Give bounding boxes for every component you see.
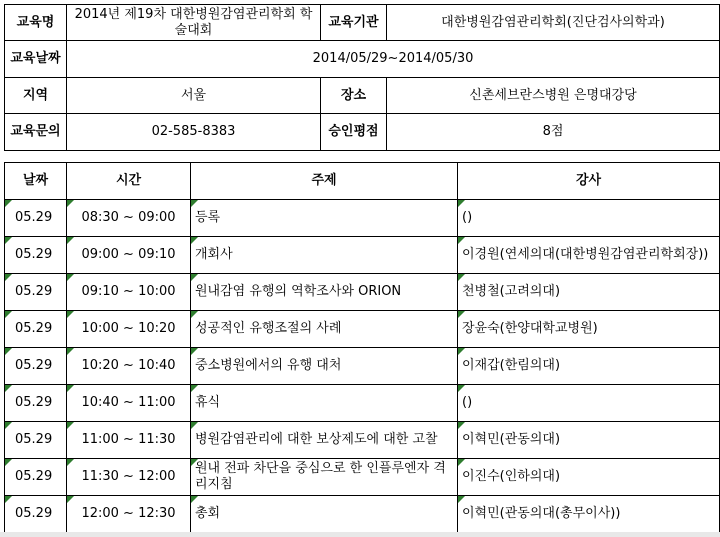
cell-comment-marker bbox=[458, 348, 465, 355]
row-speaker-text: 이혁민(관동의대) bbox=[462, 432, 561, 447]
cell-comment-marker bbox=[5, 274, 12, 281]
row-time bbox=[67, 274, 191, 311]
row-time bbox=[67, 496, 191, 533]
row-time bbox=[67, 200, 191, 237]
cell-comment-marker bbox=[458, 422, 465, 429]
row-speaker bbox=[458, 459, 720, 496]
cell-comment-marker bbox=[191, 348, 198, 355]
venue-label: 장소 bbox=[321, 78, 387, 114]
course-date-label: 교육날짜 bbox=[5, 41, 67, 78]
row-topic-text: 휴식 bbox=[195, 395, 221, 410]
row-time bbox=[67, 311, 191, 348]
cell-comment-marker bbox=[191, 237, 198, 244]
row-time-text: 08:30 ~ 09:00 bbox=[81, 210, 176, 225]
cell-comment-marker bbox=[458, 385, 465, 392]
row-date-text: 05.29 bbox=[15, 247, 53, 262]
cell-comment-marker bbox=[67, 348, 74, 355]
row-speaker bbox=[458, 237, 720, 274]
row-date bbox=[5, 459, 67, 496]
row-time-text: 11:00 ~ 11:30 bbox=[81, 432, 176, 447]
row-time-text: 09:00 ~ 09:10 bbox=[81, 247, 176, 262]
table-row bbox=[5, 311, 720, 348]
row-date bbox=[5, 274, 67, 311]
row-topic-text: 원내 전파 차단을 중심으로 한 인플루엔자 격리지침 bbox=[195, 461, 446, 492]
row-time-text: 10:40 ~ 11:00 bbox=[81, 395, 176, 410]
row-speaker bbox=[458, 385, 720, 422]
row-date-text: 05.29 bbox=[15, 321, 53, 336]
row-topic bbox=[191, 422, 458, 459]
row-topic-text: 총회 bbox=[195, 506, 221, 521]
row-date-text: 05.29 bbox=[15, 432, 53, 447]
header-date: 날짜 bbox=[5, 163, 67, 200]
bottom-scroll-strip bbox=[0, 532, 720, 537]
row-speaker-text: () bbox=[462, 210, 473, 225]
row-date bbox=[5, 348, 67, 385]
cell-comment-marker bbox=[5, 496, 12, 503]
header-topic: 주제 bbox=[191, 163, 458, 200]
cell-comment-marker bbox=[67, 422, 74, 429]
row-speaker bbox=[458, 311, 720, 348]
cell-comment-marker bbox=[191, 422, 198, 429]
row-time bbox=[67, 422, 191, 459]
row-date bbox=[5, 311, 67, 348]
row-date-text: 05.29 bbox=[15, 210, 53, 225]
row-time bbox=[67, 348, 191, 385]
cell-comment-marker bbox=[458, 459, 465, 466]
row-speaker bbox=[458, 274, 720, 311]
table-row bbox=[5, 237, 720, 274]
cell-comment-marker bbox=[67, 237, 74, 244]
row-topic bbox=[191, 385, 458, 422]
cell-comment-marker bbox=[458, 237, 465, 244]
cell-comment-marker bbox=[191, 385, 198, 392]
row-topic bbox=[191, 311, 458, 348]
row-topic-text: 원내감염 유행의 역학조사와 ORION bbox=[195, 284, 402, 299]
table-row bbox=[5, 496, 720, 533]
table-row bbox=[5, 200, 720, 237]
row-date bbox=[5, 422, 67, 459]
row-time bbox=[67, 459, 191, 496]
row-date-text: 05.29 bbox=[15, 395, 53, 410]
contact-label: 교육문의 bbox=[5, 114, 67, 151]
row-time-text: 11:30 ~ 12:00 bbox=[81, 469, 176, 484]
course-date-value: 2014/05/29~2014/05/30 bbox=[67, 41, 720, 78]
cell-comment-marker bbox=[191, 496, 198, 503]
row-date-text: 05.29 bbox=[15, 358, 53, 373]
row-speaker-text: 장윤숙(한양대학교병원) bbox=[462, 321, 598, 336]
row-speaker bbox=[458, 200, 720, 237]
row-topic bbox=[191, 496, 458, 533]
row-topic bbox=[191, 237, 458, 274]
row-topic-text: 중소병원에서의 유행 대처 bbox=[195, 358, 342, 373]
course-name-value: 2014년 제19차 대한병원감염관리학회 학술대회 bbox=[67, 5, 321, 41]
row-date-text: 05.29 bbox=[15, 469, 53, 484]
institution-value: 대한병원감염관리학회(진단검사의학과) bbox=[387, 5, 720, 41]
row-topic bbox=[191, 274, 458, 311]
row-speaker bbox=[458, 348, 720, 385]
cell-comment-marker bbox=[458, 311, 465, 318]
cell-comment-marker bbox=[191, 459, 198, 466]
schedule-table bbox=[4, 162, 720, 533]
table-row bbox=[5, 385, 720, 422]
cell-comment-marker bbox=[67, 311, 74, 318]
cell-comment-marker bbox=[67, 459, 74, 466]
row-date bbox=[5, 385, 67, 422]
table-row bbox=[5, 274, 720, 311]
contact-value: 02-585-8383 bbox=[67, 114, 321, 151]
row-time-text: 10:00 ~ 10:20 bbox=[81, 321, 176, 336]
row-speaker bbox=[458, 496, 720, 533]
cell-comment-marker bbox=[67, 496, 74, 503]
credit-value: 8점 bbox=[387, 114, 720, 151]
cell-comment-marker bbox=[458, 496, 465, 503]
cell-comment-marker bbox=[67, 385, 74, 392]
row-date bbox=[5, 200, 67, 237]
row-speaker-text: 이재갑(한림의대) bbox=[462, 358, 561, 373]
row-speaker-text: 이혁민(관동의대(총무이사)) bbox=[462, 506, 621, 521]
row-speaker-text: 천병철(고려의대) bbox=[462, 284, 561, 299]
cell-comment-marker bbox=[458, 274, 465, 281]
row-date-text: 05.29 bbox=[15, 506, 53, 521]
cell-comment-marker bbox=[191, 200, 198, 207]
table-row bbox=[5, 348, 720, 385]
cell-comment-marker bbox=[5, 422, 12, 429]
cell-comment-marker bbox=[5, 348, 12, 355]
row-date-text: 05.29 bbox=[15, 284, 53, 299]
row-time-text: 09:10 ~ 10:00 bbox=[81, 284, 176, 299]
cell-comment-marker bbox=[5, 459, 12, 466]
cell-comment-marker bbox=[191, 311, 198, 318]
header-time: 시간 bbox=[67, 163, 191, 200]
row-time-text: 12:00 ~ 12:30 bbox=[81, 506, 176, 521]
course-name-label: 교육명 bbox=[5, 5, 67, 41]
row-date bbox=[5, 496, 67, 533]
table-row bbox=[5, 459, 720, 496]
venue-value: 신촌세브란스병원 은명대강당 bbox=[387, 78, 720, 114]
row-time bbox=[67, 237, 191, 274]
row-topic bbox=[191, 459, 458, 496]
cell-comment-marker bbox=[67, 200, 74, 207]
cell-comment-marker bbox=[5, 237, 12, 244]
table-row bbox=[5, 422, 720, 459]
row-time-text: 10:20 ~ 10:40 bbox=[81, 358, 176, 373]
cell-comment-marker bbox=[5, 385, 12, 392]
cell-comment-marker bbox=[5, 311, 12, 318]
region-value: 서울 bbox=[67, 78, 321, 114]
row-topic-text: 성공적인 유행조절의 사례 bbox=[195, 321, 342, 336]
row-speaker bbox=[458, 422, 720, 459]
row-date bbox=[5, 237, 67, 274]
row-topic-text: 병원감염관리에 대한 보상제도에 대한 고찰 bbox=[195, 432, 438, 447]
cell-comment-marker bbox=[458, 200, 465, 207]
course-info-table bbox=[4, 4, 720, 151]
cell-comment-marker bbox=[5, 200, 12, 207]
row-speaker-text: 이진수(인하의대) bbox=[462, 469, 561, 484]
cell-comment-marker bbox=[191, 274, 198, 281]
header-speaker: 강사 bbox=[458, 163, 720, 200]
row-topic-text: 개회사 bbox=[195, 247, 233, 262]
row-topic-text: 등록 bbox=[195, 210, 221, 225]
cell-comment-marker bbox=[67, 274, 74, 281]
row-speaker-text: () bbox=[462, 395, 473, 410]
row-speaker-text: 이경원(연세의대(대한병원감염관리학회장)) bbox=[462, 247, 709, 262]
credit-label: 승인평점 bbox=[321, 114, 387, 151]
region-label: 지역 bbox=[5, 78, 67, 114]
row-time bbox=[67, 385, 191, 422]
row-topic bbox=[191, 348, 458, 385]
row-topic bbox=[191, 200, 458, 237]
institution-label: 교육기관 bbox=[321, 5, 387, 41]
